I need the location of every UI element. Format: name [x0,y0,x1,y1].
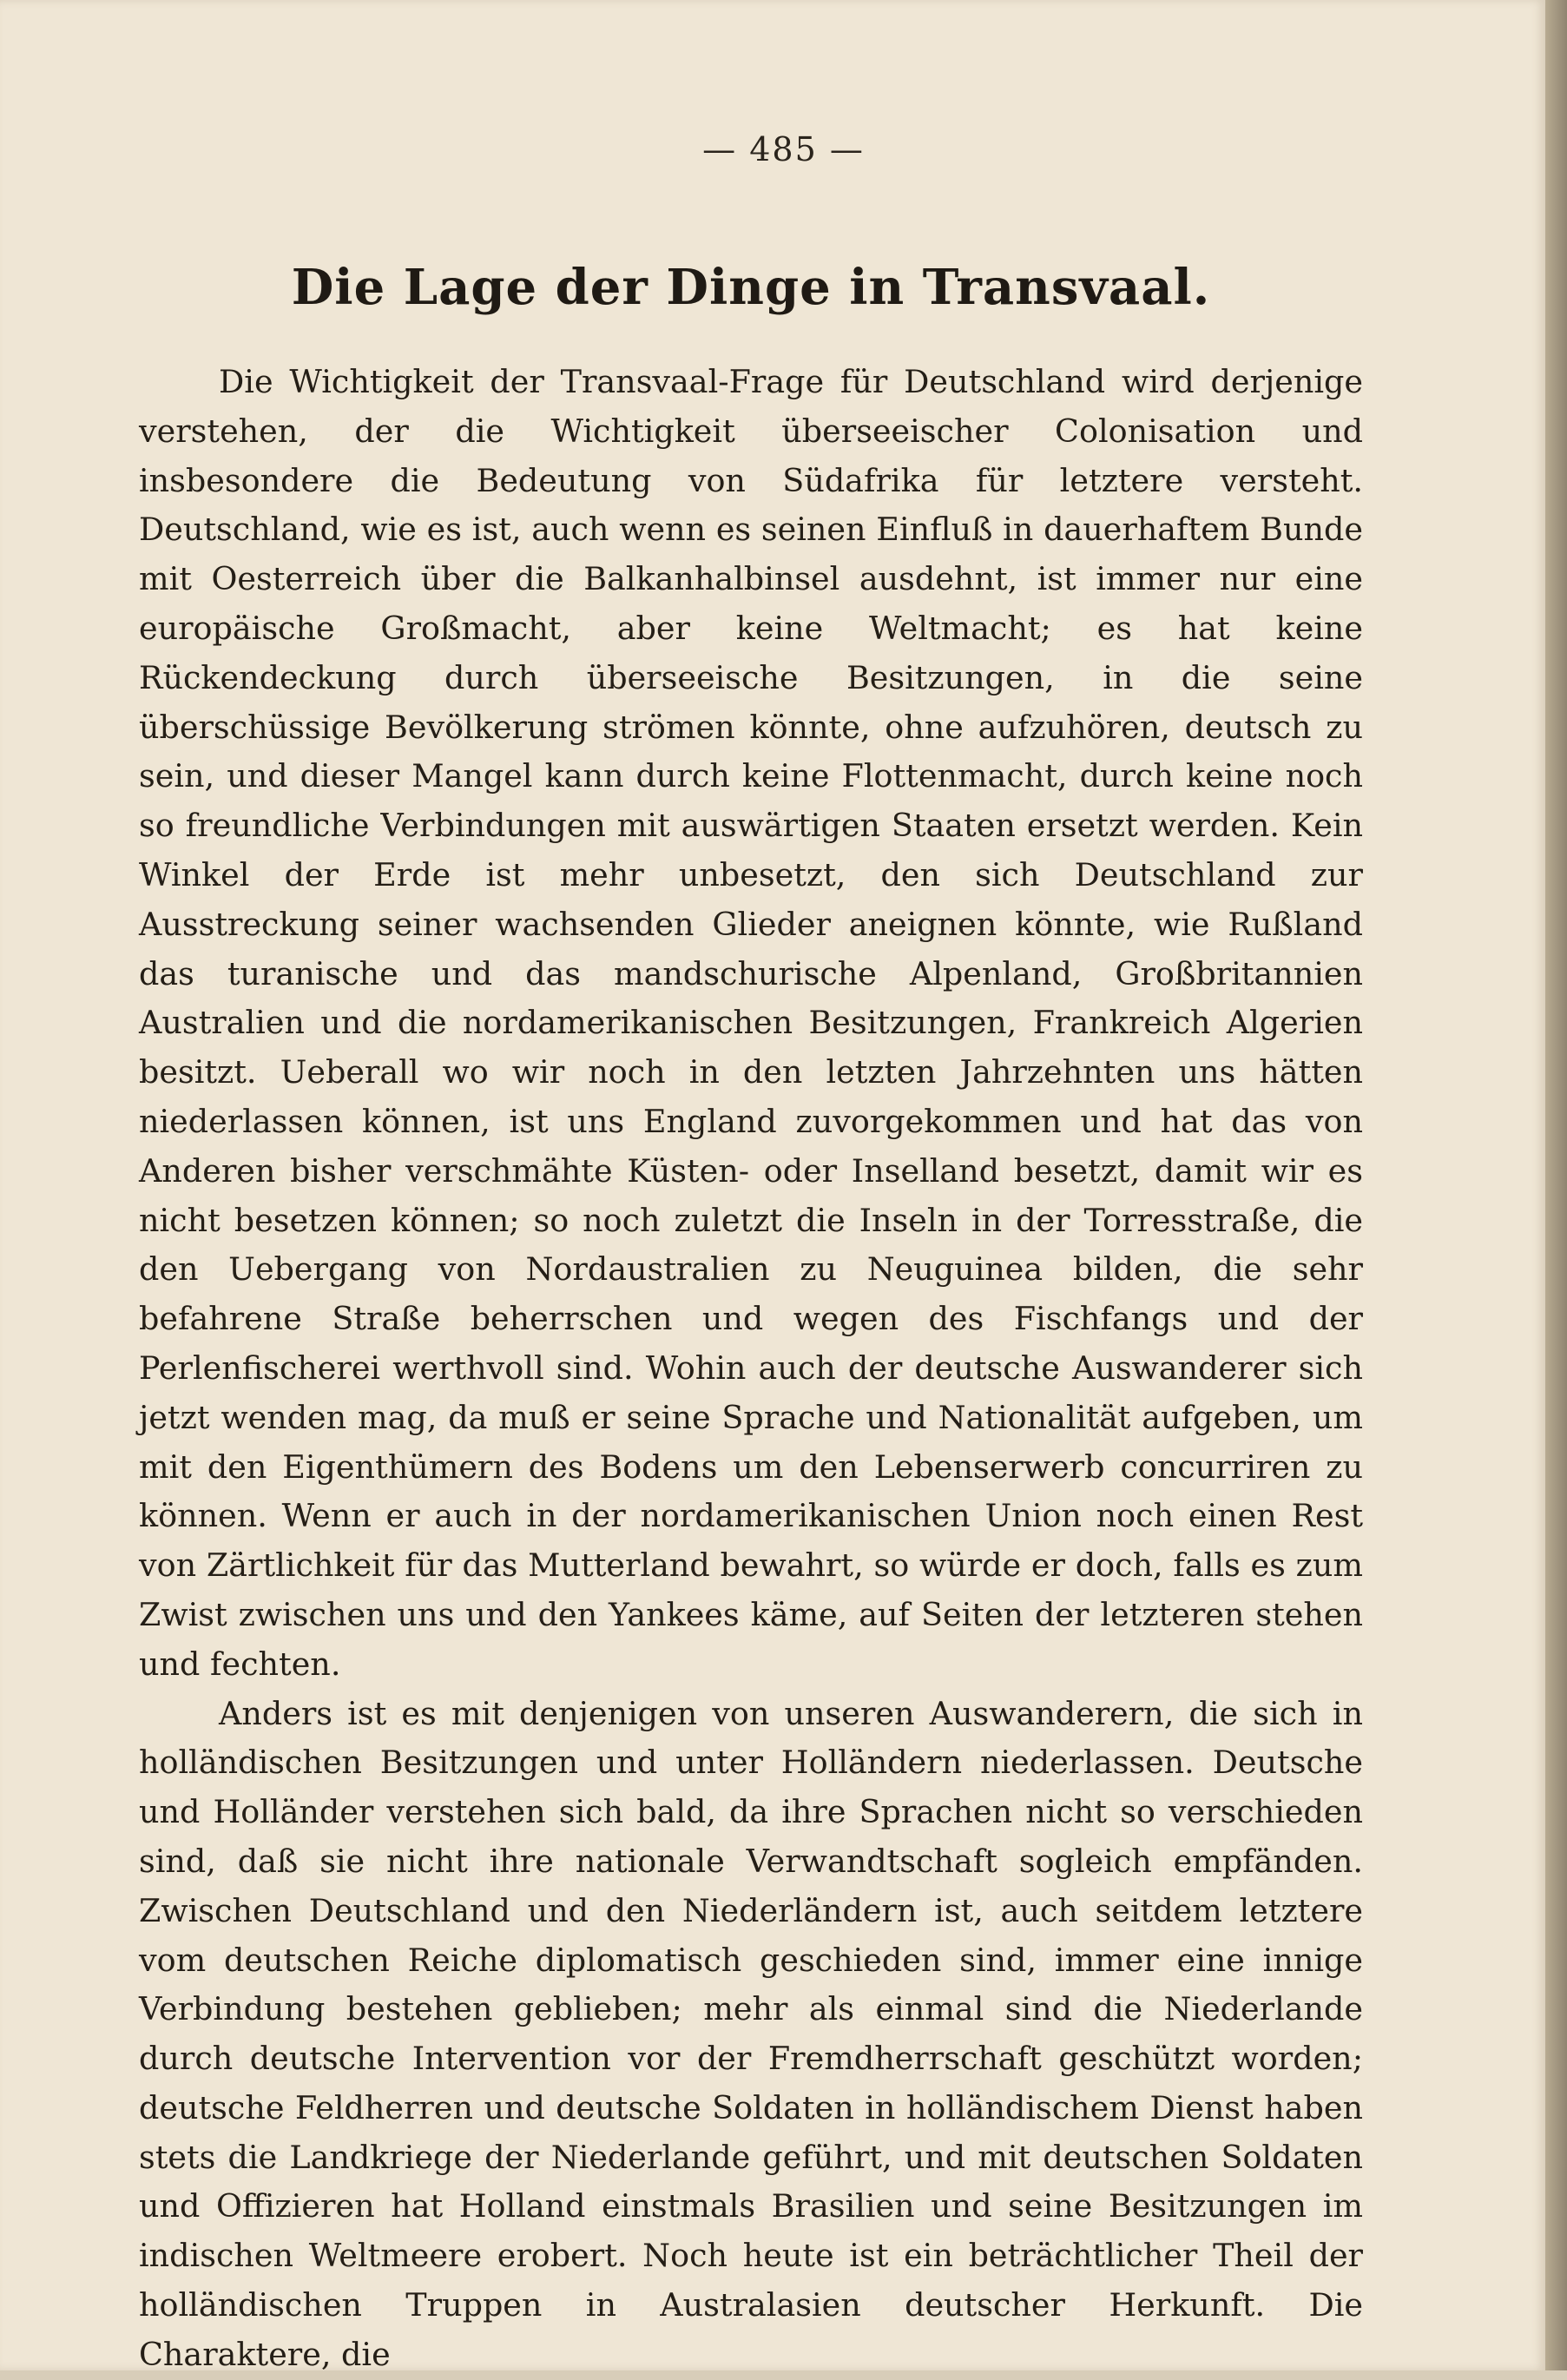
page-number: — 485 — [702,130,865,168]
page-edge [1545,0,1567,2370]
article-body [139,358,1363,2380]
article-title: Die Lage der Dinge in Transvaal. [291,259,1211,316]
paragraph: Anders ist es mit denjenigen von unseren Auswanderern, die sich in holländischen Besitzungen und unter Holländern niederlassen. Deutsche und Holländer verstehen sich bald, da ihre Sprachen nicht so verschieden sind, daß sie nicht ihre nationale Verwandtschaft sogleich empfänden. Zwischen Deutschland und den Niederländern ist, auch seitdem letztere vom deutschen Reiche diplomatisch geschieden sind, immer eine innige Verbindung bestehen geblieben; mehr als einmal sind die Niederlande durch deutsche Intervention vor der Fremdherrschaft geschützt worden; deutsche Feldherren und deutsche Soldaten in holländischem Dienst haben stets die Landkriege der Niederlande geführt, und mit deutschen Soldaten und Offizieren hat Holland einstmals Brasilien und seine Besitzungen im indischen Weltmeere erobert. Noch heute ist ein beträchtlicher Theil der holländischen Truppen in Australasien deutscher Herkunft. Die Charaktere, die [139,1694,1363,2373]
paragraph: Die Wichtigkeit der Transvaal-Frage für Deutschland wird derjenige verstehen, der die Wichtigkeit überseeischer Colonisation und insbesondere die Bedeutung von Südafrika für letztere versteht. Deutschland, wie es ist, auch wenn es seinen Einfluß in dauerhaftem Bunde mit Oesterreich über die Balkanhalbinsel ausdehnt, ist immer nur eine europäische Großmacht, aber keine Weltmacht; es hat keine Rückendeckung durch überseeische Besitzungen, in die seine überschüssige Bevölkerung strömen könnte, ohne aufzuhören, deutsch zu sein, und dieser Mangel kann durch keine Flottenmacht, durch keine noch so freundliche Verbindungen mit auswärtigen Staaten ersetzt werden. Kein Winkel der Erde ist mehr unbesetzt, den sich Deutschland zur Ausstreckung seiner wachsenden Glieder aneignen könnte, wie Rußland das turanische und das mandschurische Alpenland, Großbritannien Australien und die nordamerikanischen Besitzungen, Frankreich Algerien besitzt. Ueberall wo wir noch in den letzten Jahrzehnten uns hätten niederlassen können, ist uns England zuvorgekommen und hat das von Anderen bisher verschmähte Küsten- oder Inselland besetzt, damit wir es nicht besetzen können; so noch zuletzt die Inseln in der Torresstraße, die den Uebergang von Nordaustralien zu Neuguinea bilden, die sehr befahrene Straße beherrschen und wegen des Fischfangs und der Perlenfischerei werthvoll sind. Wohin auch der deutsche Auswanderer sich jetzt wenden mag, da muß er seine Sprache und Nationalität aufgeben, um mit den Eigenthümern des Bodens um den Lebenserwerb concurriren zu können. Wenn er auch in der nordamerikanischen Union noch einen Rest von Zärtlichkeit für das Mutterland bewahrt, so würde er doch, falls es zum Zwist zwischen uns und den Yankees käme, auf Seiten der letzteren stehen und fechten. [139,363,1363,1683]
